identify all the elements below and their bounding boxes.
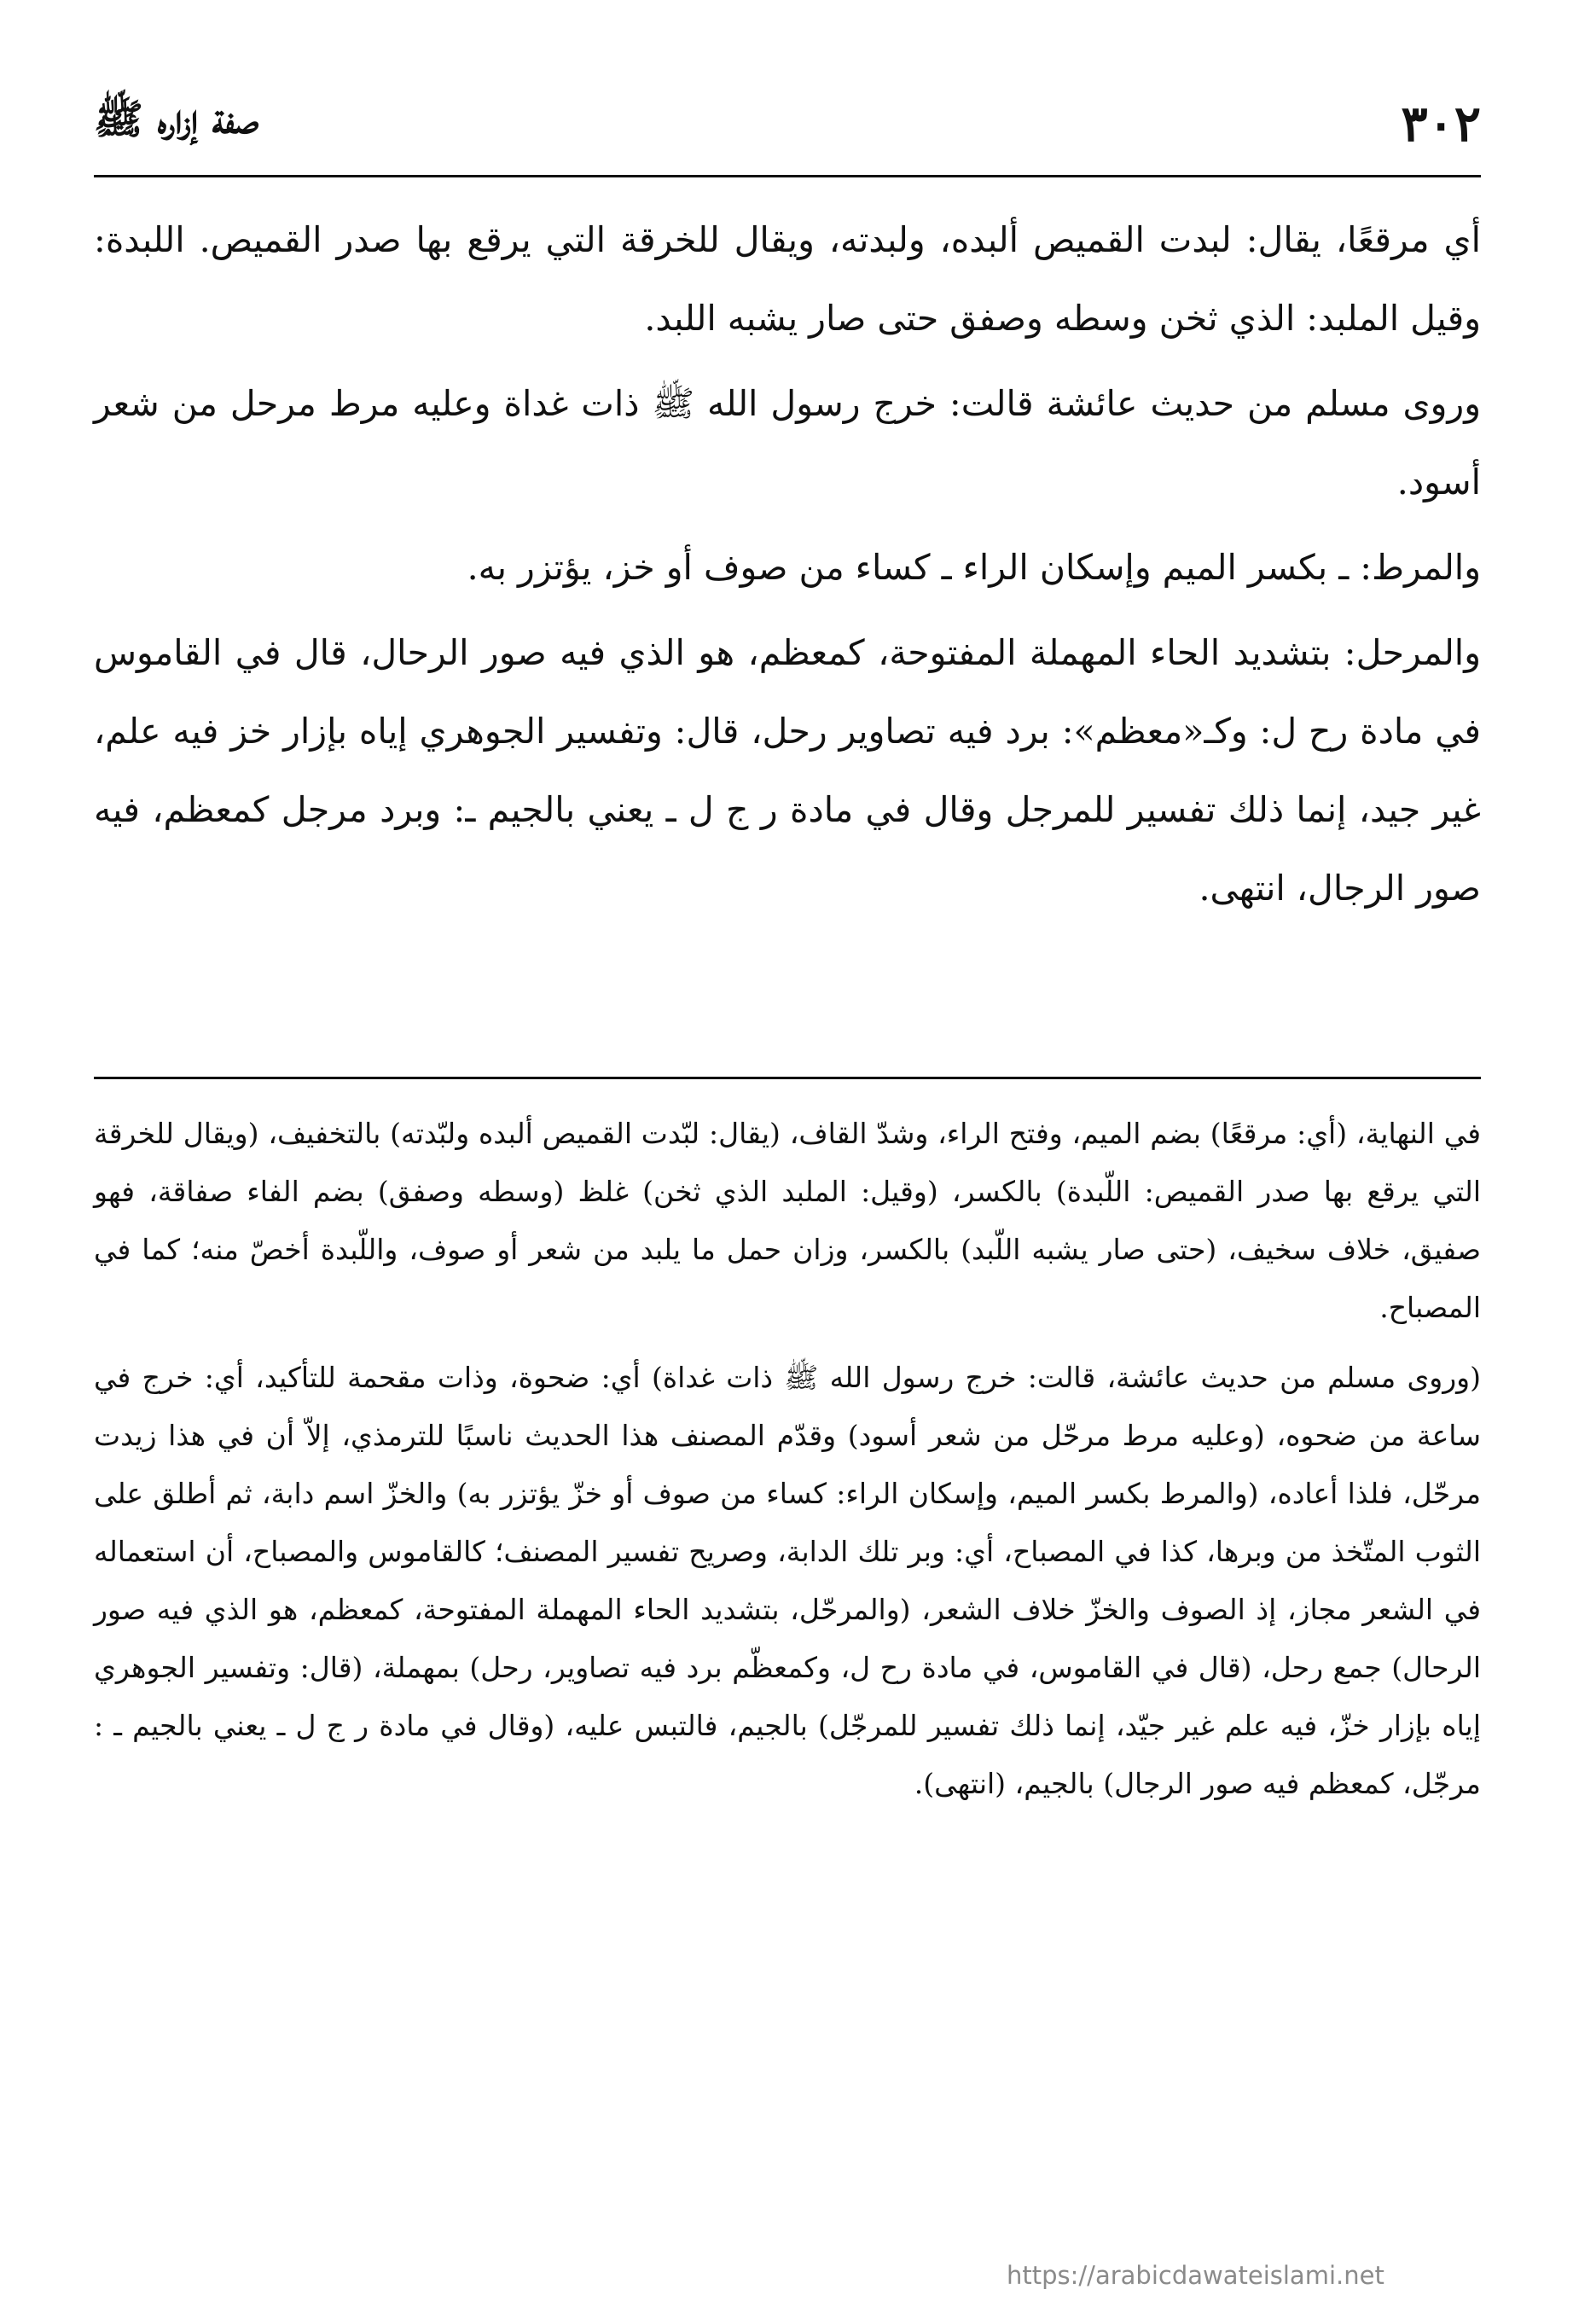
commentary-text (94, 1105, 1481, 1825)
main-paragraph: والمرط: ـ بكسر الميم وإسكان الراء ـ كساء من صوف أو خز، يؤتزر به. (467, 547, 1481, 588)
running-title: صفة إزاره ﷺ (94, 95, 259, 143)
page-header (94, 73, 1481, 177)
commentary-paragraph: في النهاية، (أي: مرقعًا) بضم الميم، وفتح الراء، وشدّ القاف، (يقال: لبّدت القميص ألبده ولبّدته) بالتخفيف، (ويقال للخرقة التي يرقع بها صدر القميص: اللّبدة) بالكسر، (وقيل: الملبد الذي ثخن) غلظ (وسطه وصفق) بضم الفاء صفاقة، فهو صفيق، خلاف سخيف، (حتى صار يشبه اللّبد) بالكسر، وزان حمل ما يلبد من شعر أو صوف، واللّبدة أخصّ منه؛ كما في المصباح. (94, 1117, 1482, 1324)
main-paragraph: والمرحل: بتشديد الحاء المهملة المفتوحة، كمعظم، هو الذي فيه صور الرحال، قال في القاموس في مادة رح ل: وكـ«معظم»: برد فيه تصاوير رحل، قال: وتفسير الجوهري إياه بإزار خز فيه علم، غير جيد، إنما ذلك تفسير للمرجل وقال في مادة ر ج ل ـ يعني بالجيم ـ: وبرد مرجل كمعظم، فيه صور الرجال، انتهى. (94, 632, 1481, 909)
main-paragraph: وروى مسلم من حديث عائشة قالت: خرج رسول الله ﷺ ذات غداة وعليه مرط مرحل من شعر أسود. (94, 383, 1481, 503)
commentary-paragraph: (وروى مسلم من حديث عائشة، قالت: خرج رسول الله ﷺ ذات غداة) أي: ضحوة، وذات مقحمة للتأكيد، أي: خرج في ساعة من ضحوه، (وعليه مرط مرحّل من شعر أسود) وقدّم المصنف هذا الحديث ناسبًا للترمذي، إلاّ أن في هذا زيدت مرحّل، فلذا أعاده، (والمرط بكسر الميم، وإسكان الراء: كساء من صوف أو خزّ يؤتزر به) والخزّ اسم دابة، ثم أطلق على الثوب المتّخذ من وبرها، كذا في المصباح، أي: وبر تلك الدابة، وصريح تفسير المصنف؛ كالقاموس والمصباح، أن استعماله في الشعر مجاز، إذ الصوف والخزّ خلاف الشعر، (والمرحّل، بتشديد الحاء المهملة المفتوحة، كمعظم، هو الذي فيه صور الرحال) جمع رحل، (قال في القاموس، في مادة رح ل، وكمعظّم برد فيه تصاوير، رحل) بمهملة، (قال: وتفسير الجوهري إياه بإزار خزّ، فيه علم غير جيّد، إنما ذلك تفسير للمرجّل) بالجيم، فالتبس عليه، (وقال في مادة ر ج ل ـ يعني بالجيم ـ : مرجّل، كمعظم فيه صور الرجال) بالجيم، (انتهى). (94, 1361, 1481, 1800)
separator-rule (94, 1077, 1481, 1079)
main-text (94, 200, 1481, 934)
main-paragraph: أي مرقعًا، يقال: لبدت القميص ألبده، ولبدته، ويقال للخرقة التي يرقع بها صدر القميص. اللبدة: وقيل الملبد: الذي ثخن وسطه وصفق حتى صار يشبه اللبد. (94, 219, 1481, 339)
page-number: ٣٠٢ (1401, 95, 1481, 153)
watermark-url: https://arabicdawateislami.net (1007, 2261, 1384, 2290)
